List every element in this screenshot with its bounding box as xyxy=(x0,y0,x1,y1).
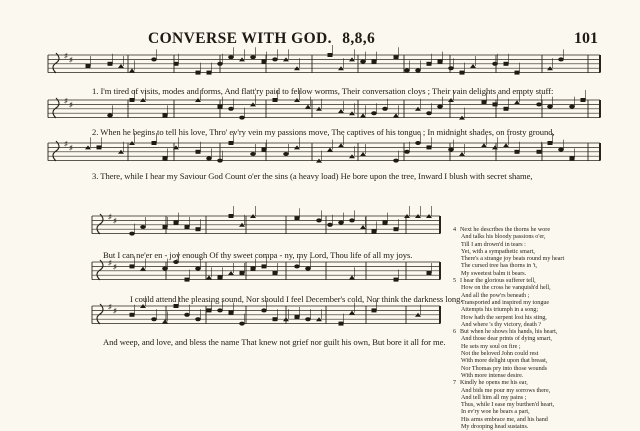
system1-lyric-3: 3. There, while I hear my Saviour God Count o'er the sins (a heavy load) He bore upon the tree, Inward I blush with secret shame, xyxy=(92,171,533,181)
note-head xyxy=(372,60,377,64)
note-head xyxy=(218,275,223,279)
verses-block xyxy=(453,227,633,431)
sharp-icon: ♯ xyxy=(108,259,112,267)
note-head xyxy=(130,313,135,317)
note-head xyxy=(240,271,245,275)
verse-5: 5 I hear the glorious sufferer tell, How on the cross he vanquish'd hell, And all the pow'rs beneath ; Transported and inspired my tongue Attempts his triumph in a song; How hath the serpent lost his sting, And where 's thy victory, death ? xyxy=(453,278,551,328)
note-head xyxy=(393,159,399,163)
note-head xyxy=(338,221,344,225)
note-head xyxy=(239,322,245,326)
sharp-icon: ♯ xyxy=(69,56,73,64)
note-head xyxy=(305,317,311,321)
note-head xyxy=(206,275,212,279)
sharp-icon: ♯ xyxy=(108,213,112,221)
note-head xyxy=(250,55,256,59)
note-head xyxy=(338,143,344,147)
note-head xyxy=(394,55,399,59)
system2-lyric-3: And weep, and love, and bless the name That knew not grief nor guilt his own, But bore it all for me. xyxy=(103,337,446,347)
note-head xyxy=(437,105,443,109)
note-head xyxy=(504,107,509,111)
verse-number: 5 xyxy=(453,278,457,285)
note-head xyxy=(427,271,432,275)
note-head xyxy=(492,62,498,66)
clef-icon xyxy=(53,53,59,73)
note-head xyxy=(569,105,575,109)
note-head xyxy=(151,317,157,321)
note-head xyxy=(426,111,432,115)
note-head xyxy=(482,100,487,104)
note-head xyxy=(427,145,432,149)
verse-number: 6 xyxy=(453,329,457,336)
note-head xyxy=(338,109,344,113)
note-head xyxy=(163,113,168,117)
note-head xyxy=(273,271,278,275)
note-head xyxy=(394,278,399,282)
note-head xyxy=(174,221,179,225)
clef-icon xyxy=(97,214,103,234)
note-head xyxy=(140,267,146,271)
note-head xyxy=(184,313,190,317)
note-head xyxy=(86,64,91,68)
note-head xyxy=(514,100,520,104)
note-head xyxy=(328,53,333,57)
note-head xyxy=(239,116,245,120)
sharp-icon: ♯ xyxy=(108,303,112,311)
note-head xyxy=(448,66,454,70)
note-head xyxy=(195,267,201,271)
note-head xyxy=(152,141,157,145)
note-head xyxy=(273,317,278,321)
verse-number: 7 xyxy=(453,380,457,387)
clef-icon xyxy=(97,304,103,324)
note-head xyxy=(316,218,322,222)
note-head xyxy=(394,227,399,231)
note-head xyxy=(295,315,300,319)
note-head xyxy=(195,317,201,321)
verse-7: 7 Kindly he opens me his ear, And bids me pour my sorrows there, And tell him all my pains ; Thus, while I ease my burthen'd heart, In ev'ry woe he bears a part, His arms embrace me, and his hand My drooping head sustains. xyxy=(453,380,555,431)
note-head xyxy=(537,150,542,154)
note-head xyxy=(97,145,102,149)
note-head xyxy=(228,271,234,275)
note-head xyxy=(503,143,509,147)
note-head xyxy=(163,156,168,160)
sharp-icon: ♯ xyxy=(64,52,68,60)
sharp-icon: ♯ xyxy=(69,101,73,109)
note-head xyxy=(305,267,311,271)
note-head xyxy=(130,98,135,102)
note-head xyxy=(118,64,124,68)
sharp-icon: ♯ xyxy=(113,307,117,315)
note-head xyxy=(185,278,190,282)
note-head xyxy=(459,152,465,156)
note-head xyxy=(427,62,432,66)
note-head xyxy=(107,113,113,117)
note-head xyxy=(162,319,168,323)
note-head xyxy=(305,105,311,109)
note-head xyxy=(261,308,267,312)
note-head xyxy=(327,223,333,227)
note-head xyxy=(548,141,553,145)
note-head xyxy=(438,60,443,64)
note-head xyxy=(185,225,190,229)
note-head xyxy=(493,102,498,106)
sharp-icon: ♯ xyxy=(64,97,68,105)
note-head xyxy=(360,113,366,117)
meter-text: 8,8,6 xyxy=(342,30,376,47)
note-head xyxy=(196,150,201,154)
note-head xyxy=(250,152,256,156)
system1-lyric-1: 1. I'm tired of visits, modes and forms, And flatt'ry paid to fellow worms, Their conversation cloys ; Their vain delights and empty stuff: xyxy=(92,86,554,96)
note-head xyxy=(558,57,564,61)
note-head xyxy=(536,102,542,106)
note-head xyxy=(229,311,234,315)
note-head xyxy=(581,98,586,102)
sharp-icon: ♯ xyxy=(113,217,117,225)
note-head xyxy=(129,68,135,72)
note-head xyxy=(174,304,179,308)
note-head xyxy=(470,64,476,68)
note-head xyxy=(295,216,300,220)
note-head xyxy=(360,60,366,64)
note-head xyxy=(207,308,212,312)
note-head xyxy=(207,71,212,75)
clef-icon xyxy=(53,98,59,118)
note-head xyxy=(140,225,146,229)
note-head xyxy=(206,156,212,160)
note-head xyxy=(382,107,388,111)
note-head xyxy=(570,156,575,160)
note-head xyxy=(460,71,465,75)
note-head xyxy=(383,221,388,225)
note-head xyxy=(273,98,278,102)
note-head xyxy=(327,148,333,152)
note-head xyxy=(393,113,399,117)
note-head xyxy=(349,218,355,222)
note-head xyxy=(404,68,410,72)
note-head xyxy=(173,260,179,264)
note-head xyxy=(229,214,234,218)
note-head xyxy=(229,141,234,145)
note-head xyxy=(129,232,135,236)
note-head xyxy=(504,62,509,66)
note-head xyxy=(481,143,487,147)
note-head xyxy=(415,141,421,145)
sharp-icon: ♯ xyxy=(64,140,68,148)
clef-icon xyxy=(53,141,59,161)
note-head xyxy=(372,308,377,312)
system2-lyric-1: But I can ne'er en - joy enough Of thy sweet compa - ny, my Lord, Thou life of all my joys. xyxy=(103,250,413,260)
note-head xyxy=(558,148,564,152)
note-head xyxy=(163,225,168,229)
note-head xyxy=(294,264,300,268)
verse-4: 4 Next he describes the thorns he wore And talks his bloody passions o'er, Till I am drown'd in tears : Yet, with a sympathetic smart, There's a strange joy beats round my heart The cursed tree has thorns in 't, My sweetest balm it bears. xyxy=(453,227,565,277)
note-head xyxy=(196,71,201,75)
system1-lyric-2: 2. When he begins to tell his love, Thro' ev'ry vein my passions move, The captives of his tongue ; In midnight shades, on frosty ground, xyxy=(92,127,555,137)
note-head xyxy=(515,150,520,154)
note-head xyxy=(162,267,168,271)
verse-6: 6 But when he shows his hands, his heart, And those dear prints of dying smart, He sets my soul on fire ; Not the beloved John could rest With more delight upon that breast, Nor Thomas pry into those wounds With more intense desire. xyxy=(453,329,558,379)
page-number: 101 xyxy=(574,30,598,47)
sharp-icon: ♯ xyxy=(113,263,117,271)
note-head xyxy=(448,148,454,152)
note-head xyxy=(130,264,135,268)
note-head xyxy=(283,152,289,156)
note-head xyxy=(360,152,366,156)
note-head xyxy=(349,275,355,279)
note-head xyxy=(371,111,377,115)
note-head xyxy=(349,311,355,315)
note-head xyxy=(547,105,553,109)
note-head xyxy=(251,267,256,271)
note-head xyxy=(228,55,234,59)
note-head xyxy=(217,308,223,312)
note-head xyxy=(404,150,410,154)
note-head xyxy=(515,71,520,75)
title-text: CONVERSE WITH GOD. xyxy=(148,30,332,47)
note-head xyxy=(108,62,113,66)
note-head xyxy=(415,68,421,72)
note-head xyxy=(262,264,267,268)
note-head xyxy=(228,107,234,111)
note-head xyxy=(339,322,344,326)
clef-icon xyxy=(97,260,103,280)
note-head xyxy=(360,225,366,229)
note-head xyxy=(151,57,157,61)
verse-number: 4 xyxy=(453,227,457,233)
note-head xyxy=(196,227,201,231)
note-head xyxy=(372,229,377,233)
sharp-icon: ♯ xyxy=(69,144,73,152)
system2-lyric-2: I could attend the pleasing sound, Nor should I feel December's cold, Nor think the darkness long. xyxy=(130,294,463,304)
note-head xyxy=(272,57,278,61)
